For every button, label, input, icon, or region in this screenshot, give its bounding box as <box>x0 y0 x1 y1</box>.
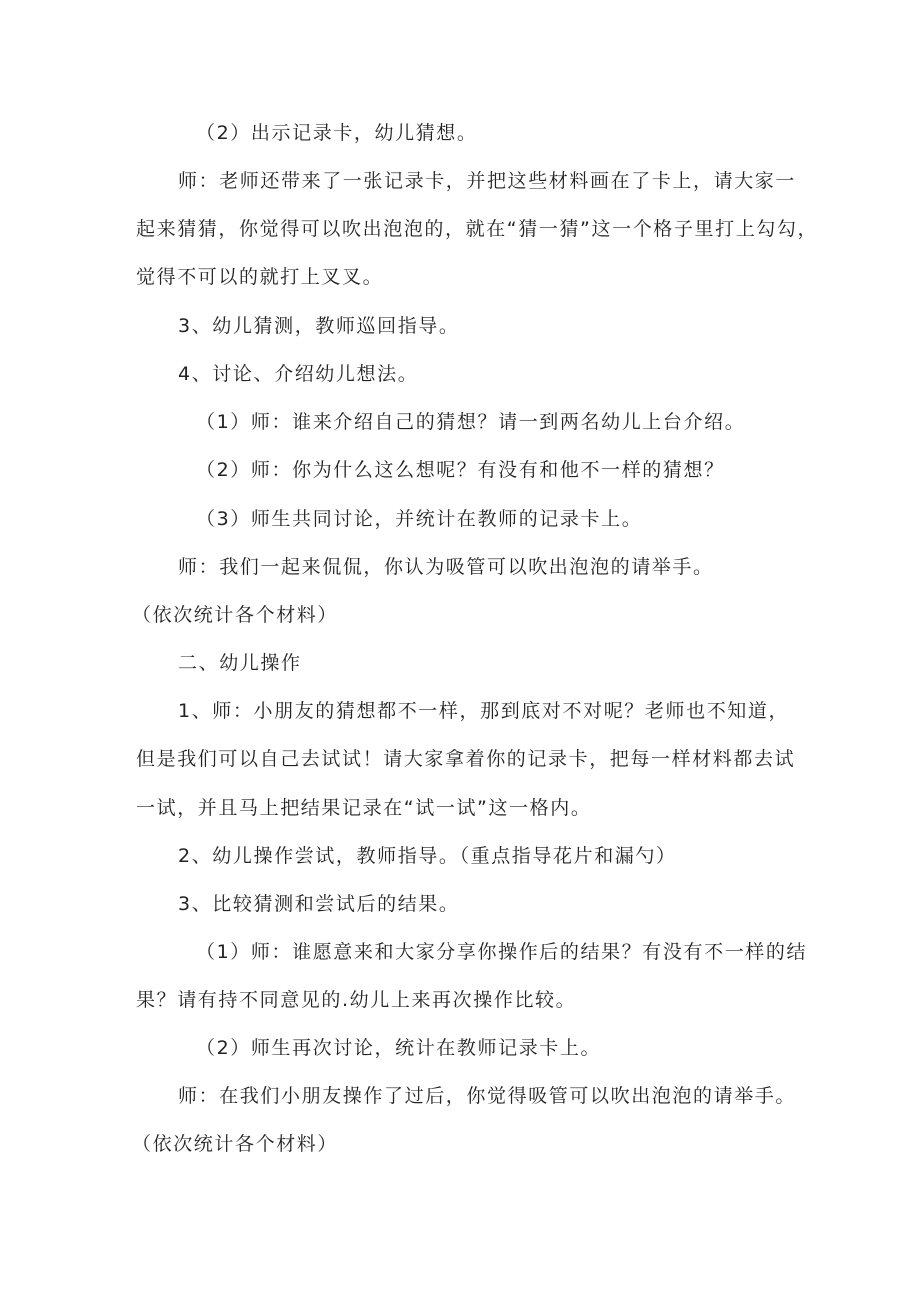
text-line: （1）师：谁来介绍自己的猜想？请一到两名幼儿上台介绍。 <box>196 411 746 433</box>
text-line: 师：我们一起来侃侃，你认为吸管可以吹出泡泡的请举手。 <box>178 556 714 578</box>
text-line: （2）出示记录卡，幼儿猜想。 <box>196 122 478 144</box>
text-line: （依次统计各个材料） <box>132 1133 339 1155</box>
text-line: （2）师：你为什么这么想呢？有没有和他不一样的猜想？ <box>196 459 725 481</box>
text-line: 师：在我们小朋友操作了过后，你觉得吸管可以吹出泡泡的请举手。 <box>178 1085 797 1107</box>
text-line: 师：老师还带来了一张记录卡，并把这些材料画在了卡上，请大家一 <box>178 170 797 192</box>
text-line: 4、讨论、介绍幼儿想法。 <box>178 363 419 385</box>
text-line: 1、师：小朋友的猜想都不一样，那到底对不对呢？老师也不知道， <box>178 700 790 722</box>
text-line: 3、幼儿猜测，教师巡回指导。 <box>178 315 460 337</box>
text-line: （3）师生共同讨论，并统计在教师的记录卡上。 <box>196 508 643 530</box>
text-line: （依次统计各个材料） <box>132 604 339 626</box>
text-line: （1）师：谁愿意来和大家分享你操作后的结果？有没有不一样的结 <box>196 941 808 963</box>
text-line: （2）师生再次讨论，统计在教师记录卡上。 <box>196 1037 602 1059</box>
text-line: 果？请有持不同意见的.幼儿上来再次操作比较。 <box>136 989 577 1011</box>
text-line: 二、幼儿操作 <box>178 652 302 674</box>
text-line: 觉得不可以的就打上叉叉。 <box>136 266 384 288</box>
text-line: 起来猜猜，你觉得可以吹出泡泡的，就在“猜一猜”这一个格子里打上勾勾， <box>136 218 819 240</box>
text-line: 一试，并且马上把结果记录在“试一试”这一格内。 <box>136 797 592 819</box>
text-line: 3、比较猜测和尝试后的结果。 <box>178 893 460 915</box>
text-line: 但是我们可以自己去试试！请大家拿着你的记录卡，把每一样材料都去试 <box>136 748 796 770</box>
text-line: 2、幼儿操作尝试，教师指导。（重点指导花片和漏勺） <box>178 845 677 867</box>
